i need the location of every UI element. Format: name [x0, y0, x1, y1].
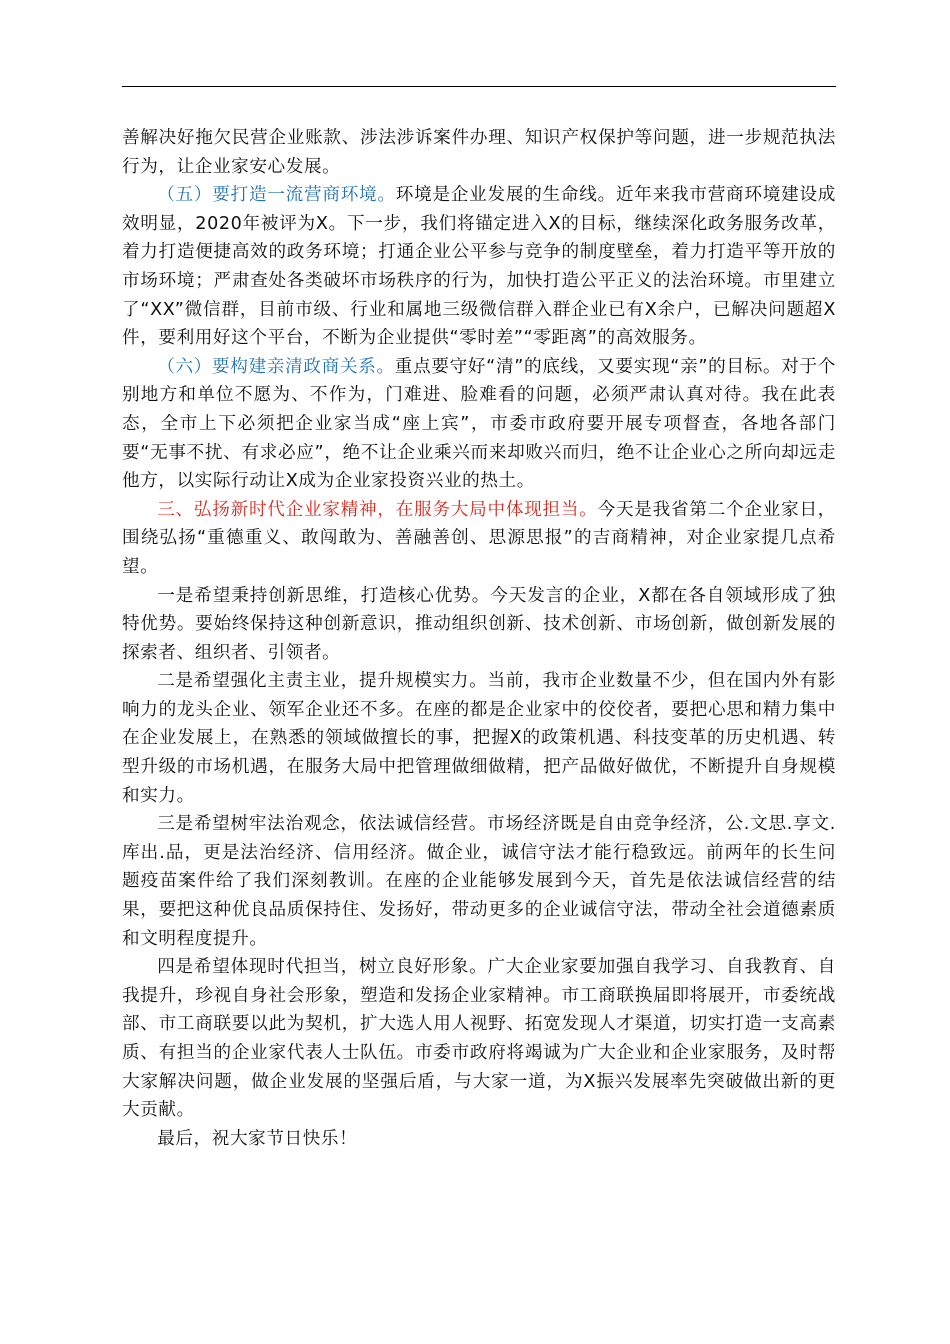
paragraph-hope-three: [122, 810, 836, 953]
section-heading-three: 三、弘扬新时代企业家精神，在服务大局中体现担当。: [157, 499, 598, 520]
paragraph-text: 今天是我省第二个企业家日，围绕弘扬“重德重义、敢闯敢为、善融善创、思源思报”的吉商精神，对企业家提几点希望。: [122, 499, 836, 577]
paragraph-business-environment: [122, 181, 836, 353]
paragraph-text: 四是希望体现时代担当，树立良好形象。广大企业家要加强自我学习、自我教育、自我提升，珍视自身社会形象，塑造和发扬企业家精神。市工商联换届即将展开，市委统战部、市工商联要以此为契机，扩大选人用人视野、拓宽发现人才渠道，切实打造一支高素质、有担当的企业家代表人士队伍。市委市政府将竭诚为广大企业和企业家服务，及时帮大家解决问题，做企业发展的坚强后盾，与大家一道，为X振兴发展率先突破做出新的更大贡献。: [122, 957, 836, 1121]
paragraph-text: 一是希望秉持创新思维，打造核心优势。今天发言的企业，X都在各自领域形成了独特优势。要始终保持这种创新意识，推动组织创新、技术创新、市场创新，做创新发展的探索者、组织者、引领者。: [122, 585, 836, 663]
paragraph-text: 最后，祝大家节日快乐！: [157, 1128, 358, 1149]
header-rule: [122, 86, 836, 87]
subheading-six: （六）要构建亲清政商关系。: [157, 356, 395, 377]
document-body: [122, 124, 836, 1153]
paragraph-text: 环境是企业发展的生命线。近年来我市营商环境建设成效明显，2020年被评为X。下一步，我们将锚定进入X的目标，继续深化政务服务改革，着力打造便捷高效的政务环境；打通企业公平参与竞争的制度壁垒，着力打造平等开放的市场环境；严肃查处各类破坏市场秩序的行为，加快打造公平正义的法治环境。市里建立了“XX”微信群，目前市级、行业和属地三级微信群入群企业已有X余户，已解决问题超X件，要利用好这个平台，不断为企业提供“零时差”“零距离”的高效服务。: [122, 185, 836, 349]
paragraph-hope-two: [122, 667, 836, 810]
paragraph-closing: [122, 1125, 836, 1154]
paragraph-hope-four: [122, 953, 836, 1125]
paragraph-government-relations: [122, 353, 836, 496]
subheading-five: （五）要打造一流营商环境。: [157, 185, 396, 206]
paragraph-text: 三是希望树牢法治观念，依法诚信经营。市场经济既是自由竞争经济，公.文思.享文.库出.品，更是法治经济、信用经济。做企业，诚信守法才能行稳致远。前两年的长生问题疫苗案件给了我们深刻教训。在座的企业能够发展到今天，首先是依法诚信经营的结果，要把这种优良品质保持住、发扬好，带动更多的企业诚信守法，带动全社会道德素质和文明程度提升。: [122, 814, 836, 949]
paragraph-text: 二是希望强化主责主业，提升规模实力。当前，我市企业数量不少，但在国内外有影响力的龙头企业、领军企业还不多。在座的都是企业家中的佼佼者，要把心思和精力集中在企业发展上，在熟悉的领域做擅长的事，把握X的政策机遇、科技变革的历史机遇、转型升级的市场机遇，在服务大局中把管理做细做精，把产品做好做优，不断提升自身规模和实力。: [122, 671, 836, 806]
paragraph-text: 善解决好拖欠民营企业账款、涉法涉诉案件办理、知识产权保护等问题，进一步规范执法行为，让企业家安心发展。: [122, 128, 836, 177]
paragraph-continuation: [122, 124, 836, 181]
paragraph-hope-one: [122, 582, 836, 668]
paragraph-entrepreneur-spirit: [122, 496, 836, 582]
paragraph-text: 重点要守好“清”的底线，又要实现“亲”的目标。对于个别地方和单位不愿为、不作为，门难进、脸难看的问题，必须严肃认真对待。我在此表态，全市上下必须把企业家当成“座上宾”，市委市政府要开展专项督查，各地各部门要“无事不扰、有求必应”，绝不让企业乘兴而来却败兴而归，绝不让企业心之所向却远走他方，以实际行动让X成为企业家投资兴业的热土。: [122, 356, 836, 492]
